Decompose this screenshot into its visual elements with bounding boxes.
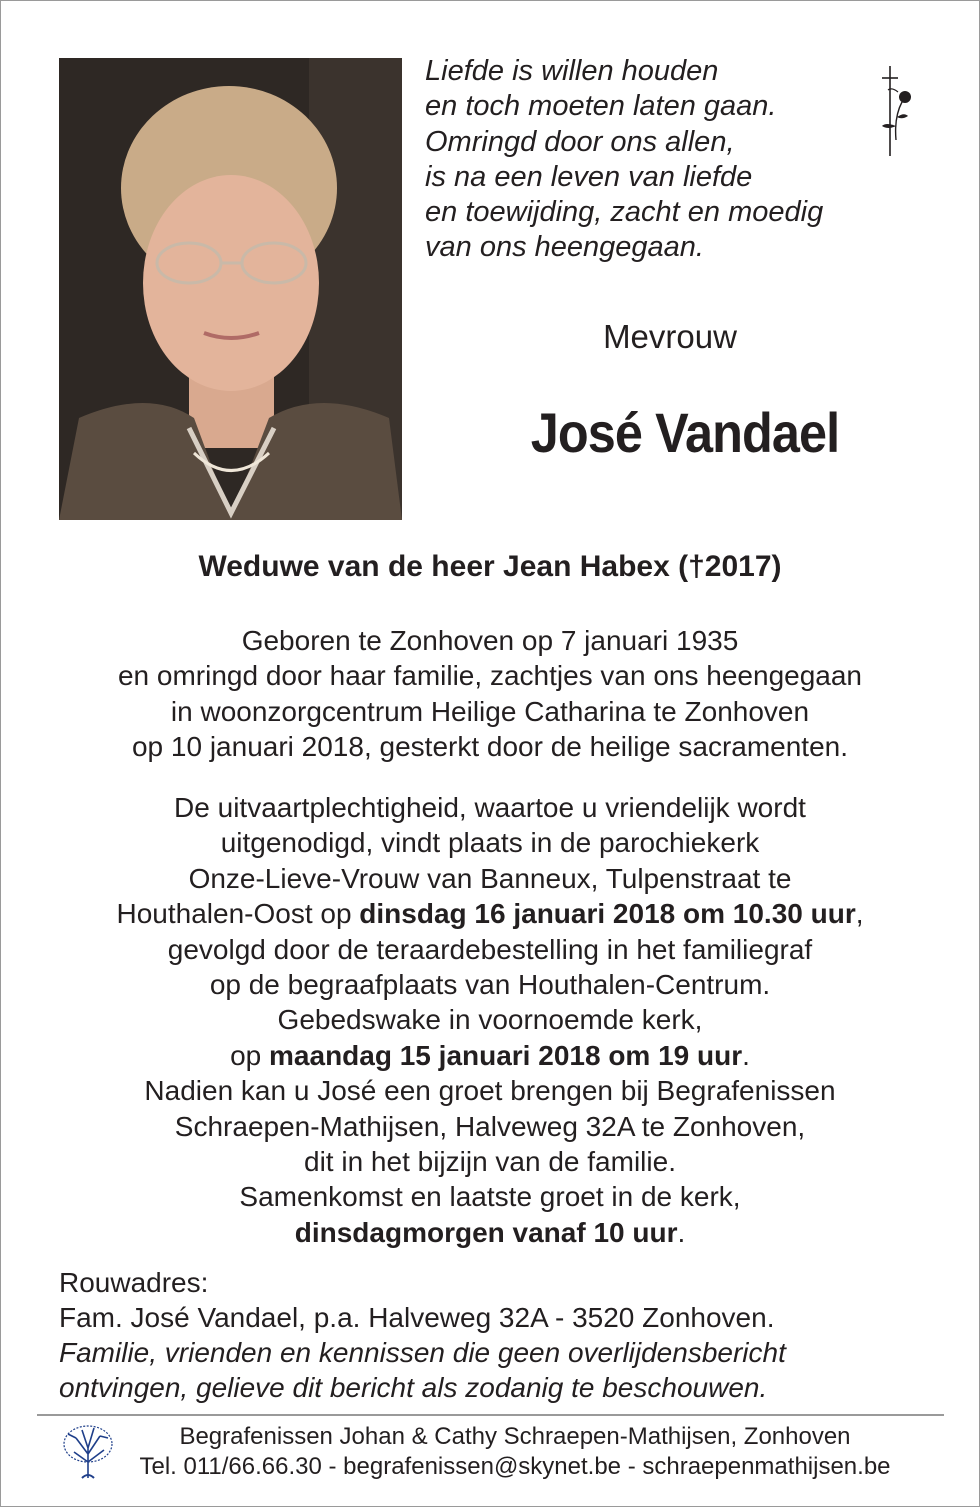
paragraph-line: Samenkomst en laatste groet in de kerk, <box>239 1181 741 1213</box>
paragraph-line <box>0 1215 980 1250</box>
poem-line: en toch moeten laten gaan. <box>425 90 777 123</box>
paragraph-line: dit in het bijzijn van de familie. <box>304 1146 676 1178</box>
paragraph-line: en omringd door haar familie, zachtjes van ons heengegaan <box>117 660 863 692</box>
mourning-address <box>59 1265 939 1405</box>
address-value: Fam. José Vandael, p.a. Halveweg 32A - 3520 Zonhoven. <box>59 1302 775 1333</box>
address-label: Rouwadres: <box>59 1267 209 1298</box>
vigil-datetime: maandag 15 januari 2018 om 19 uur <box>269 1039 743 1071</box>
address-note: ontvingen, gelieve dit bericht als zodanig te beschouwen. <box>59 1372 768 1403</box>
farewell-datetime: dinsdagmorgen vanaf 10 uur <box>294 1216 678 1248</box>
poem-line: is na een leven van liefde <box>425 160 753 193</box>
poem-line: en toewijding, zacht en moedig <box>425 196 824 229</box>
funeral-datetime: dinsdag 16 januari 2018 om 10.30 uur <box>359 898 856 930</box>
text-segment: Houthalen-Oost op <box>116 898 360 930</box>
cross-with-rose-icon <box>872 62 920 158</box>
address-note: Familie, vrienden en kennissen die geen overlijdensbericht <box>59 1337 786 1368</box>
paragraph-line: Geboren te Zonhoven op 7 januari 1935 <box>241 625 739 656</box>
paragraph-line: op de begraafplaats van Houthalen-Centrum. <box>209 969 771 1001</box>
paragraph-line: gevolgd door de teraardebestelling in het familiegraf <box>167 933 813 965</box>
paragraph-line: Onze-Lieve-Vrouw van Banneux, Tulpenstraat te <box>188 862 792 894</box>
paragraph-line: De uitvaartplechtigheid, waartoe u vriendelijk wordt <box>174 792 806 823</box>
portrait-photo <box>59 58 402 520</box>
divider <box>37 1414 944 1416</box>
honorific: Mevrouw <box>603 318 737 355</box>
poem-line: Omringd door ons allen, <box>425 125 735 158</box>
poem-line: Liefde is willen houden <box>425 55 719 87</box>
paragraph-line: Gebedswake in voornoemde kerk, <box>277 1004 703 1036</box>
poem-line: van ons heengegaan. <box>425 231 704 264</box>
paragraph-line: op 10 januari 2018, gesterkt door de heilige sacramenten. <box>131 731 849 763</box>
birth-paragraph <box>0 623 980 765</box>
footer-line: Begrafenissen Johan & Cathy Schraepen-Mathijsen, Zonhoven <box>179 1423 851 1450</box>
funeral-paragraph <box>0 790 980 1250</box>
memorial-poem <box>425 54 865 266</box>
text-segment: . <box>742 1039 750 1071</box>
widow-of-line: Weduwe van de heer Jean Habex (†2017) <box>198 550 782 583</box>
text-segment: . <box>677 1216 686 1248</box>
paragraph-line: uitgenodigd, vindt plaats in de parochiekerk <box>220 827 760 859</box>
paragraph-line <box>0 1038 980 1073</box>
paragraph-line: Schraepen-Mathijsen, Halveweg 32A te Zonhoven, <box>174 1110 806 1142</box>
text-segment: op <box>230 1039 270 1071</box>
funeral-home-footer <box>120 1422 910 1482</box>
paragraph-line: in woonzorgcentrum Heilige Catharina te Zonhoven <box>170 695 810 727</box>
paragraph-line: Nadien kan u José een groet brengen bij Begrafenissen <box>144 1075 836 1107</box>
text-segment: , <box>855 898 864 930</box>
footer-contact: Tel. 011/66.66.30 - begrafenissen@skynet.be - schraepenmathijsen.be <box>139 1453 891 1480</box>
paragraph-line <box>0 896 980 931</box>
tree-logo-icon <box>62 1424 114 1480</box>
deceased-name: José Vandael <box>530 401 840 464</box>
